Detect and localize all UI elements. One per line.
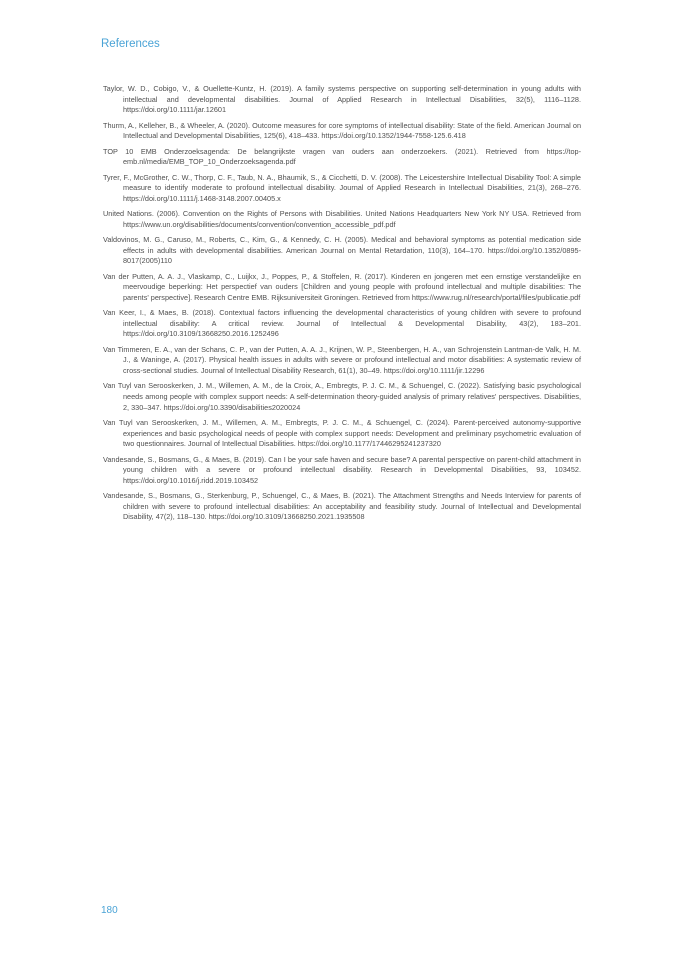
reference-entry: TOP 10 EMB Onderzoeksagenda: De belangrijkste vragen van ouders aan onderzoekers. (2021). Retrieved from https://top-emb.nl/media/EMB_TOP_10_Onderzoeksagenda.pdf <box>103 146 581 167</box>
reference-entry: Van Keer, I., & Maes, B. (2018). Contextual factors influencing the developmental characteristics of young children with severe to profound intellectual disability: A critical review. Journal of Intellectual & Developmental Disability, 43(2), 183–201. https://doi.org/10.3109/13668250.2016.1252496 <box>103 308 581 339</box>
reference-entry: Van Tuyl van Serooskerken, J. M., Willemen, A. M., de la Croix, A., Embregts, P. J. C. M., & Schuengel, C. (2022). Satisfying basic psychological needs among people with complex support needs: A self-determination theory-guided analysis of primary relatives' perspectives. Disabilities, 2, 330–347. https://doi.org/10.3390/disabilities2020024 <box>103 381 581 412</box>
reference-entry: Van der Putten, A. A. J., Vlaskamp, C., Luijkx, J., Poppes, P., & Stoffelen, R. (2017). Kinderen en jongeren met een ernstige verstandelijke en meervoudige beperking: Het perspectief van ouders [Children and young people with profound intellectual and multiple disabilities: The parents' perspective]. Research Centre EMB. Rijksuniversiteit Groningen. Retrieved from https://www.rug.nl/research/portal/files/publicatie.pdf <box>103 271 581 302</box>
reference-list <box>103 84 581 528</box>
section-header: References <box>101 38 160 50</box>
reference-entry: Van Timmeren, E. A., van der Schans, C. P., van der Putten, A. A. J., Krijnen, W. P., Steenbergen, H. A., van Schrojenstein Lantman-de Valk, H. M. J., & Waninge, A. (2017). Physical health issues in adults with severe or profound intellectual and motor disabilities: A systematic review of cross-sectional studies. Journal of Intellectual Disability Research, 61(1), 30–49. https://doi.org/10.1111/jir.12296 <box>103 344 581 376</box>
page-number: 180 <box>101 905 118 916</box>
reference-entry: Vandesande, S., Bosmans, G., Sterkenburg, P., Schuengel, C., & Maes, B. (2021). The Attachment Strengths and Needs Interview for parents of children with severe to profound intellectual disabilities: An acceptability and feasibility study. Journal of Intellectual and Developmental Disability, 47(2), 118–130. https://doi.org/10.3109/13668250.2021.1935508 <box>103 491 581 522</box>
reference-entry: Valdovinos, M. G., Caruso, M., Roberts, C., Kim, G., & Kennedy, C. H. (2005). Medical and behavioral symptoms as potential medication side effects in adults with developmental disabilities. American Journal on Mental Retardation, 110(3), 164–170. https://doi.org/10.1352/0895-8017(2005)110 <box>103 235 581 266</box>
reference-entry: Vandesande, S., Bosmans, G., & Maes, B. (2019). Can I be your safe haven and secure base? A parental perspective on parent-child attachment in young children with a severe or profound intellectual disability. Research in Developmental Disabilities, 93, 103452. https://doi.org/10.1016/j.ridd.2019.103452 <box>103 454 581 485</box>
reference-entry: Tyrer, F., McGrother, C. W., Thorp, C. F., Taub, N. A., Bhaumik, S., & Cicchetti, D. V. (2008). The Leicestershire Intellectual Disability Tool: A simple measure to identify moderate to profound intellectual disability. Journal of Applied Research in Intellectual Disabilities, 21(3), 268–276. https://doi.org/10.1111/j.1468-3148.2007.00405.x <box>103 172 581 203</box>
reference-entry: Van Tuyl van Serooskerken, J. M., Willemen, A. M., Embregts, P. J. C. M., & Schuengel, C. (2024). Parent-perceived autonomy-supportive experiences and basic psychological needs of people with complex support needs: Development and preliminary psychometric evaluation of two questionnaires. Journal of Intellectual Disabilities. https://doi.org/10.1177/17446295241237320 <box>103 418 581 449</box>
reference-entry: Taylor, W. D., Cobigo, V., & Ouellette-Kuntz, H. (2019). A family systems perspective on supporting self-determination in young adults with intellectual and developmental disabilities. Journal of Applied Research in Intellectual Disabilities, 32(5), 1116–1128. https://doi.org/10.1111/jar.12601 <box>103 84 581 115</box>
reference-entry: Thurm, A., Kelleher, B., & Wheeler, A. (2020). Outcome measures for core symptoms of intellectual disability: State of the field. American Journal on Intellectual and Developmental Disabilities, 125(6), 418–433. https://doi.org/10.1352/1944-7558-125.6.418 <box>103 120 581 141</box>
reference-entry: United Nations. (2006). Convention on the Rights of Persons with Disabilities. United Nations Headquarters New York NY USA. Retrieved from https://www.un.org/disabilities/documents/convention/convention_accessible_pdf.pdf <box>103 209 581 229</box>
